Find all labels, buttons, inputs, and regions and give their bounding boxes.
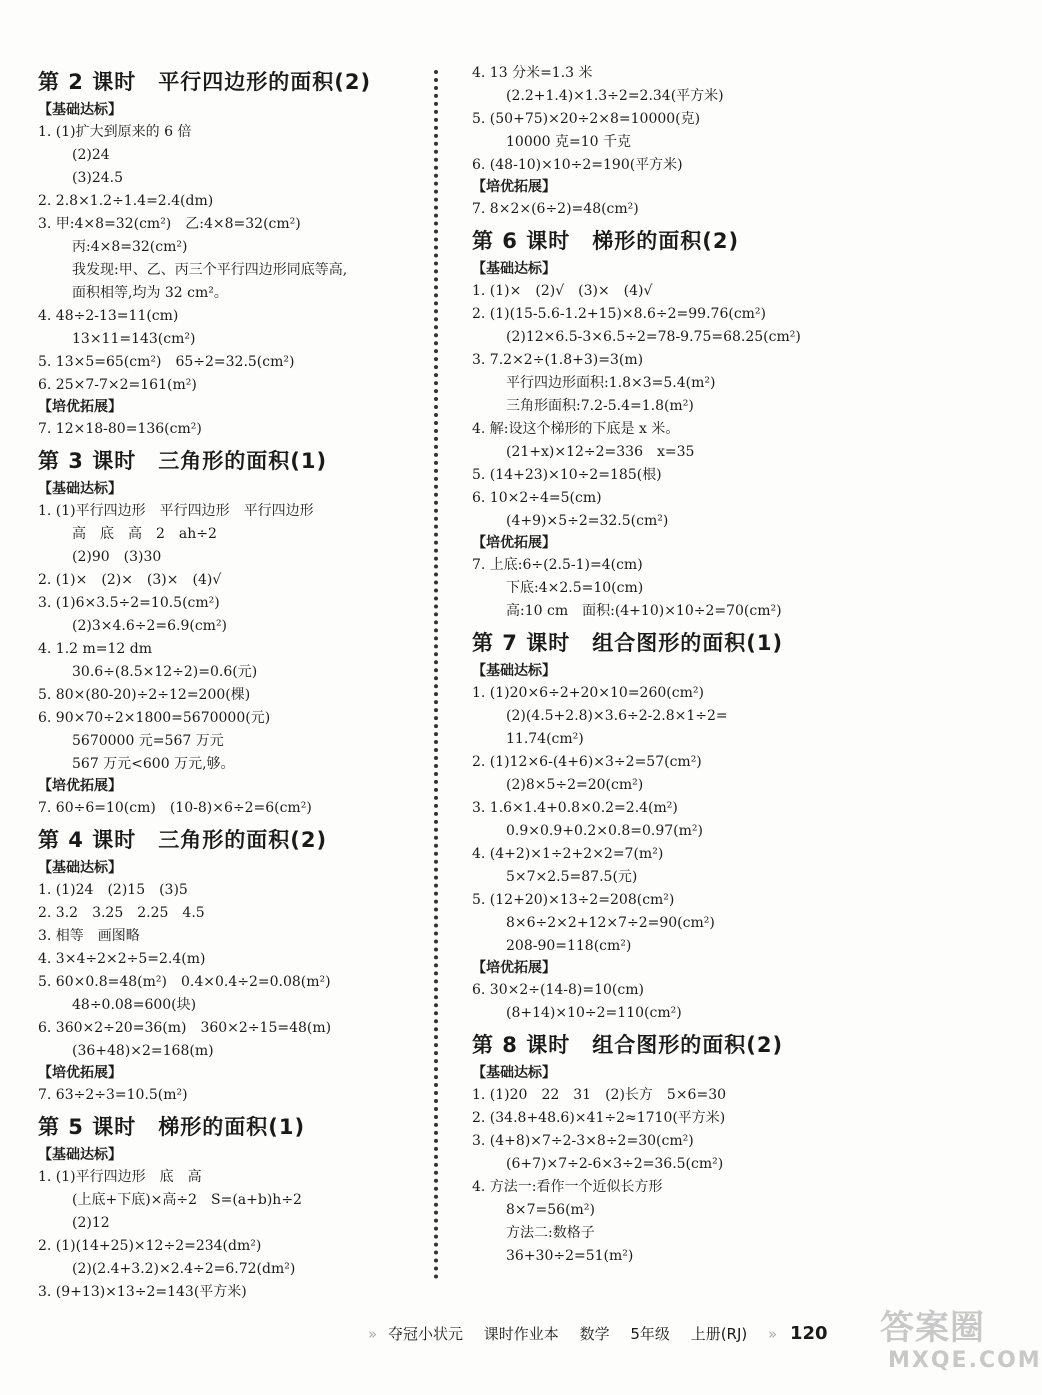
- watermark-url: MXQE.COM: [888, 1348, 1042, 1373]
- answer-continuation: (2.2+1.4)×1.3÷2=2.34(平方米): [506, 88, 724, 104]
- answer-line: 3. (9+13)×13÷2=143(平方米): [38, 1284, 247, 1300]
- section-heading: 【基础达标】: [472, 261, 556, 277]
- lesson-name: 组合图形的面积(1): [592, 631, 784, 655]
- answer-line: 5. (12+20)×13÷2=208(cm²): [472, 892, 675, 908]
- answer-continuation: (4+9)×5÷2=32.5(cm²): [506, 513, 669, 529]
- watermark-text: 答案圈: [880, 1308, 985, 1348]
- answer-line: 3. 1.6×1.4+0.8×0.2=2.4(m²): [472, 800, 678, 816]
- answer-line: 2. (1)12×6-(4+6)×3÷2=57(cm²): [472, 754, 702, 770]
- watermark-logo: [880, 1300, 1042, 1385]
- section-heading: 【基础达标】: [38, 1147, 122, 1163]
- lesson-number: 第 4 课时: [38, 828, 137, 852]
- answer-line: 2. 2.8×1.2÷1.4=2.4(dm): [38, 193, 214, 209]
- answer-line: 5. (50+75)×20÷2×8=10000(克): [472, 111, 701, 127]
- answer-line: 6. 90×70÷2×1800=5670000(元): [38, 710, 271, 726]
- answer-continuation: 0.9×0.9+0.2×0.8=0.97(m²): [506, 823, 703, 839]
- answer-line: 6. 30×2÷(14-8)=10(cm): [472, 982, 644, 998]
- answer-continuation: 下底:4×2.5=10(cm): [506, 580, 644, 596]
- answer-continuation: 567 万元<600 万元,够。: [72, 756, 235, 772]
- lesson-name: 梯形的面积(1): [158, 1115, 306, 1139]
- answer-continuation: 8×7=56(m²): [506, 1202, 595, 1218]
- answer-continuation: 高 底 高 2 ah÷2: [72, 526, 217, 542]
- answer-continuation: 48÷0.08=600(块): [72, 997, 197, 1013]
- page-footer: [368, 1318, 968, 1350]
- right-column: [472, 62, 962, 1268]
- footer-grade: 5年级: [630, 1325, 670, 1343]
- answer-line: 2. (1)(15-5.6-1.2+15)×8.6÷2=99.76(cm²): [472, 306, 767, 322]
- lesson-number: 第 6 课时: [472, 229, 571, 253]
- answer-continuation: 三角形面积:7.2-5.4=1.8(m²): [506, 398, 694, 414]
- section-heading: 【基础达标】: [472, 1065, 556, 1081]
- lesson-number: 第 2 课时: [38, 70, 137, 94]
- section-heading: 【培优拓展】: [472, 960, 556, 976]
- answer-continuation: (2)24: [72, 147, 110, 163]
- answer-line: 7. 12×18-80=136(cm²): [38, 421, 202, 437]
- footer-volume: 上册(RJ): [690, 1325, 748, 1343]
- answer-line: 4. 48÷2-13=11(cm): [38, 308, 179, 324]
- section-heading: 【基础达标】: [38, 481, 122, 497]
- answer-continuation: (2)12: [72, 1215, 110, 1231]
- answer-line: 5. 80×(80-20)÷2÷12=200(棵): [38, 687, 251, 703]
- answer-continuation: (2)90 (3)30: [72, 549, 162, 565]
- answer-line: 1. (1)× (2)√ (3)× (4)√: [472, 283, 653, 299]
- answer-line: 1. (1)24 (2)15 (3)5: [38, 882, 188, 898]
- answer-line: 6. 25×7-7×2=161(m²): [38, 377, 197, 393]
- answer-line: 2. (1)(14+25)×12÷2=234(dm²): [38, 1238, 262, 1254]
- lesson-title: [38, 822, 428, 858]
- left-column: [38, 62, 428, 1304]
- answer-continuation: 36+30÷2=51(m²): [506, 1248, 634, 1264]
- answer-continuation: (2)(2.4+3.2)×2.4÷2=6.72(dm²): [72, 1261, 296, 1277]
- answer-continuation: (2)3×4.6÷2=6.9(cm²): [72, 618, 228, 634]
- answer-line: 7. 上底:6÷(2.5-1)=4(cm): [472, 557, 643, 573]
- answer-line: 7. 60÷6=10(cm) (10-8)×6÷2=6(cm²): [38, 800, 312, 816]
- answer-continuation: 30.6÷(8.5×12÷2)=0.6(元): [72, 664, 258, 680]
- answer-continuation: (2)(4.5+2.8)×3.6÷2-2.8×1÷2=: [506, 708, 728, 724]
- section-heading: 【基础达标】: [38, 860, 122, 876]
- lesson-name: 三角形的面积(1): [158, 449, 328, 473]
- answer-continuation: 平行四边形面积:1.8×3=5.4(m²): [506, 375, 716, 391]
- answer-line: 4. 3×4÷2×2÷5=2.4(m): [38, 951, 206, 967]
- footer-brand: 夺冠小状元: [387, 1325, 463, 1343]
- answer-continuation: (2)12×6.5-3×6.5÷2=78-9.75=68.25(cm²): [506, 329, 801, 345]
- lesson-number: 第 8 课时: [472, 1033, 571, 1057]
- answer-line: 1. (1)扩大到原来的 6 倍: [38, 124, 192, 140]
- answer-continuation: 13×11=143(cm²): [72, 331, 196, 347]
- answer-line: 6. 360×2÷20=36(m) 360×2÷15=48(m): [38, 1020, 332, 1036]
- answer-continuation: 10000 克=10 千克: [506, 134, 631, 150]
- answer-line: 2. (34.8+48.6)×41÷2≈1710(平方米): [472, 1110, 726, 1126]
- lesson-number: 第 7 课时: [472, 631, 571, 655]
- answer-line: 1. (1)20×6÷2+20×10=260(cm²): [472, 685, 704, 701]
- lesson-name: 组合图形的面积(2): [592, 1033, 784, 1057]
- section-heading: 【培优拓展】: [472, 179, 556, 195]
- answer-continuation: 面积相等,均为 32 cm²。: [72, 285, 228, 301]
- answer-line: 2. 3.2 3.25 2.25 4.5: [38, 905, 205, 921]
- answer-continuation: (3)24.5: [72, 170, 124, 186]
- section-heading: 【培优拓展】: [38, 399, 122, 415]
- lesson-name: 梯形的面积(2): [592, 229, 740, 253]
- lesson-title: [38, 443, 428, 479]
- answer-continuation: (上底+下底)×高÷2 S=(a+b)h÷2: [72, 1192, 302, 1208]
- answer-line: 4. 解:设这个梯形的下底是 x 米。: [472, 421, 680, 437]
- answer-line: 4. 1.2 m=12 dm: [38, 641, 153, 657]
- answer-continuation: (21+x)×12÷2=336 x=35: [506, 444, 695, 460]
- answer-line: 5. (14+23)×10÷2=185(根): [472, 467, 662, 483]
- section-heading: 【基础达标】: [472, 663, 556, 679]
- answer-line: 1. (1)20 22 31 (2)长方 5×6=30: [472, 1087, 727, 1103]
- answer-line: 3. 甲:4×8=32(cm²) 乙:4×8=32(cm²): [38, 216, 301, 232]
- arrow-icon: »: [768, 1325, 778, 1343]
- answer-continuation: 208-90=118(cm²): [506, 938, 632, 954]
- lesson-title: [38, 64, 428, 100]
- answer-line: 1. (1)平行四边形 底 高: [38, 1169, 202, 1185]
- lesson-title: [472, 223, 962, 259]
- lesson-title: [472, 625, 962, 661]
- answer-continuation: 高:10 cm 面积:(4+10)×10÷2=70(cm²): [506, 603, 782, 619]
- answer-line: 1. (1)平行四边形 平行四边形 平行四边形: [38, 503, 314, 519]
- answer-line: 5. 60×0.8=48(m²) 0.4×0.4÷2=0.08(m²): [38, 974, 331, 990]
- answer-line: 4. (4+2)×1÷2+2×2=7(m²): [472, 846, 664, 862]
- answer-continuation: 我发现:甲、乙、丙三个平行四边形同底等高,: [72, 262, 348, 278]
- answer-line: 3. (4+8)×7÷2-3×8÷2=30(cm²): [472, 1133, 694, 1149]
- answer-line: 3. (1)6×3.5÷2=10.5(cm²): [38, 595, 220, 611]
- section-heading: 【培优拓展】: [38, 778, 122, 794]
- answer-continuation: 11.74(cm²): [506, 731, 584, 747]
- column-divider: [434, 70, 438, 1280]
- footer-book: 课时作业本: [483, 1325, 559, 1343]
- answer-continuation: 5670000 元=567 万元: [72, 733, 224, 749]
- answer-line: 6. 10×2÷4=5(cm): [472, 490, 602, 506]
- section-heading: 【培优拓展】: [38, 1065, 122, 1081]
- answer-line: 2. (1)× (2)× (3)× (4)√: [38, 572, 222, 588]
- section-heading: 【基础达标】: [38, 102, 122, 118]
- footer-subject: 数学: [579, 1325, 610, 1343]
- answer-line: 3. 相等 画图略: [38, 928, 140, 944]
- answer-continuation: (2)8×5÷2=20(cm²): [506, 777, 644, 793]
- answer-line: 5. 13×5=65(cm²) 65÷2=32.5(cm²): [38, 354, 295, 370]
- section-heading: 【培优拓展】: [472, 535, 556, 551]
- answer-line: 7. 8×2×(6÷2)=48(cm²): [472, 201, 639, 217]
- answer-continuation: (8+14)×10÷2=110(cm²): [506, 1005, 682, 1021]
- lesson-name: 平行四边形的面积(2): [158, 70, 372, 94]
- answer-line: 6. (48-10)×10÷2=190(平方米): [472, 157, 683, 173]
- answer-continuation: 5×7×2.5=87.5(元): [506, 869, 638, 885]
- answer-continuation: (36+48)×2=168(m): [72, 1043, 214, 1059]
- page-number: 120: [790, 1323, 828, 1344]
- answer-continuation: (6+7)×7÷2-6×3÷2=36.5(cm²): [506, 1156, 724, 1172]
- lesson-title: [472, 1027, 962, 1063]
- lesson-name: 三角形的面积(2): [158, 828, 328, 852]
- lesson-number: 第 3 课时: [38, 449, 137, 473]
- arrow-icon: »: [368, 1325, 378, 1343]
- lesson-title: [38, 1109, 428, 1145]
- answer-continuation: 8×6÷2×2+12×7÷2=90(cm²): [506, 915, 715, 931]
- answer-line: 4. 13 分米=1.3 米: [472, 65, 593, 81]
- lesson-number: 第 5 课时: [38, 1115, 137, 1139]
- answer-line: 4. 方法一:看作一个近似长方形: [472, 1179, 663, 1195]
- answer-line: 7. 63÷2÷3=10.5(m²): [38, 1087, 188, 1103]
- answer-continuation: 丙:4×8=32(cm²): [72, 239, 188, 255]
- answer-continuation: 方法二:数格子: [506, 1225, 595, 1241]
- answer-line: 3. 7.2×2÷(1.8+3)=3(m): [472, 352, 644, 368]
